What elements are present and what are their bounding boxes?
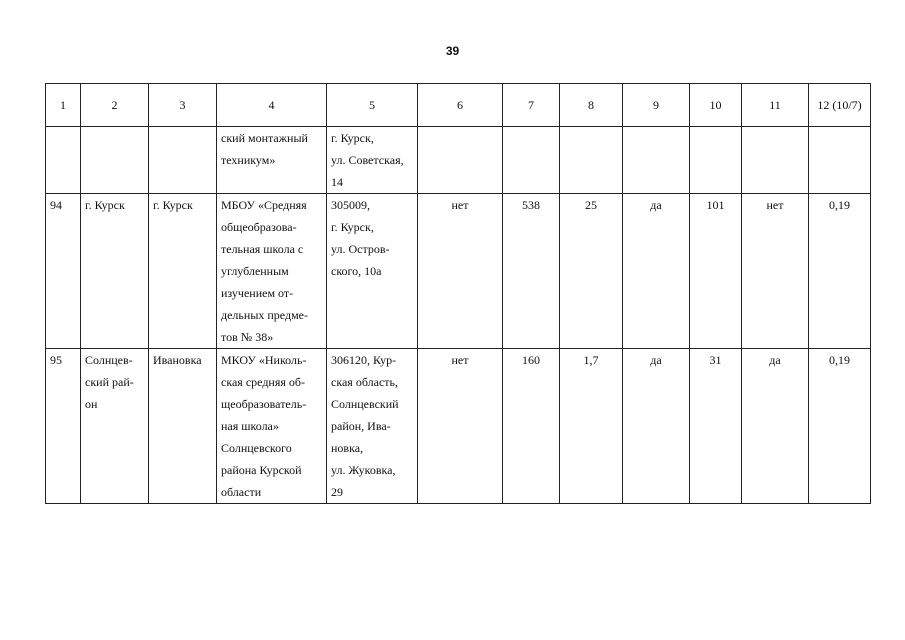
- header-cell: 8: [560, 84, 623, 127]
- district-cell: Солнцев- ский рай- он: [81, 349, 149, 504]
- table-row: [46, 127, 871, 194]
- header-cell: 10: [690, 84, 742, 127]
- header-cell: 7: [503, 84, 560, 127]
- data-table: [45, 83, 871, 504]
- page-number: 39: [445, 44, 460, 58]
- row-number-cell: 95: [46, 349, 81, 504]
- col12-cell: 0,19: [809, 349, 871, 504]
- district-cell: [81, 127, 149, 194]
- col9-cell: да: [623, 349, 690, 504]
- col6-cell: нет: [418, 349, 503, 504]
- locality-cell: Ивановка: [149, 349, 217, 504]
- institution-cell: ский монтажный техникум»: [217, 127, 327, 194]
- header-cell: 6: [418, 84, 503, 127]
- row-number-cell: [46, 127, 81, 194]
- col8-cell: [560, 127, 623, 194]
- header-cell: 4: [217, 84, 327, 127]
- locality-cell: [149, 127, 217, 194]
- address-cell: 306120, Кур- ская область, Солнцевский район, Ива- новка, ул. Жуковка, 29: [327, 349, 418, 504]
- header-cell: 11: [742, 84, 809, 127]
- col6-cell: нет: [418, 194, 503, 349]
- address-cell: г. Курск, ул. Советская, 14: [327, 127, 418, 194]
- row-number-cell: 94: [46, 194, 81, 349]
- header-cell: 12 (10/7): [809, 84, 871, 127]
- col10-cell: 101: [690, 194, 742, 349]
- header-cell: 9: [623, 84, 690, 127]
- table-header-row: [46, 84, 871, 127]
- table-row: [46, 194, 871, 349]
- col9-cell: [623, 127, 690, 194]
- col7-cell: 538: [503, 194, 560, 349]
- col11-cell: нет: [742, 194, 809, 349]
- header-cell: 2: [81, 84, 149, 127]
- col11-cell: [742, 127, 809, 194]
- col8-cell: 25: [560, 194, 623, 349]
- institution-cell: МБОУ «Средняя общеобразова- тельная школа с углубленным изучением от- дельных предме- тов № 38»: [217, 194, 327, 349]
- header-cell: 1: [46, 84, 81, 127]
- col12-cell: [809, 127, 871, 194]
- table-row: [46, 349, 871, 504]
- col7-cell: [503, 127, 560, 194]
- header-cell: 5: [327, 84, 418, 127]
- col6-cell: [418, 127, 503, 194]
- col12-cell: 0,19: [809, 194, 871, 349]
- locality-cell: г. Курск: [149, 194, 217, 349]
- col10-cell: [690, 127, 742, 194]
- header-cell: 3: [149, 84, 217, 127]
- col11-cell: да: [742, 349, 809, 504]
- col7-cell: 160: [503, 349, 560, 504]
- col10-cell: 31: [690, 349, 742, 504]
- col9-cell: да: [623, 194, 690, 349]
- address-cell: 305009, г. Курск, ул. Остров- ского, 10а: [327, 194, 418, 349]
- col8-cell: 1,7: [560, 349, 623, 504]
- institution-cell: МКОУ «Николь- ская средняя об- щеобразователь- ная школа» Солнцевского района Курской области: [217, 349, 327, 504]
- district-cell: г. Курск: [81, 194, 149, 349]
